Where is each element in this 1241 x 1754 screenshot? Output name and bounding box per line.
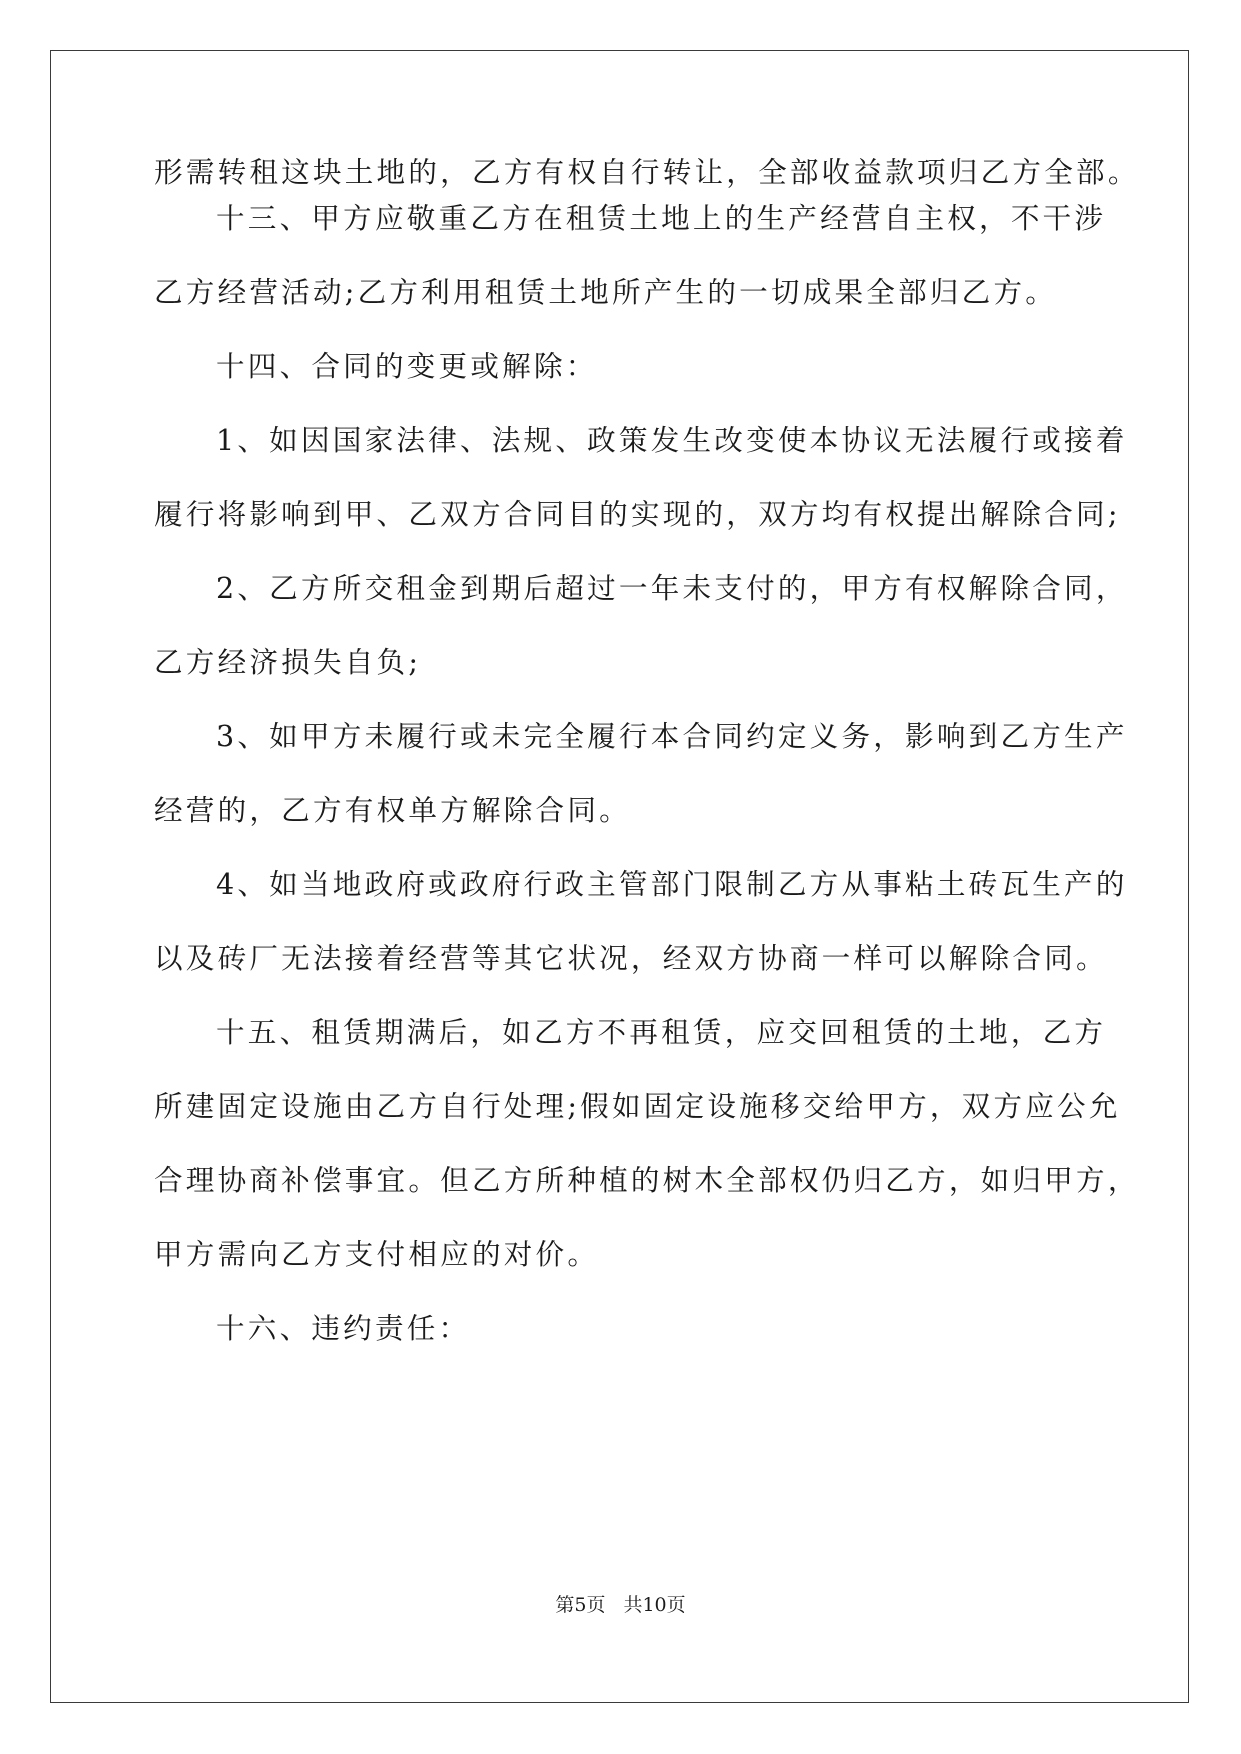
text-line: 乙方经营活动;乙方利用租赁土地所产生的一切成果全部归乙方。 [154,275,1058,309]
text-line: 以及砖厂无法接着经营等其它状况，经双方协商一样可以解除合同。 [154,941,1108,975]
page-footer [0,1593,1241,1617]
text-line: 1、如因国家法律、法规、政策发生改变使本协议无法履行或接着 [216,423,1128,457]
page-total: 共10页 [623,1594,686,1616]
text-line: 履行将影响到甲、乙双方合同目的实现的，双方均有权提出解除合同; [154,497,1121,531]
text-line: 所建固定设施由乙方自行处理;假如固定设施移交给甲方，双方应公允 [154,1089,1121,1123]
text-line: 甲方需向乙方支付相应的对价。 [154,1237,600,1271]
text-line: 合理协商补偿事宜。但乙方所种植的树木全部权仍归乙方，如归甲方， [154,1163,1140,1197]
text-line: 十五、租赁期满后，如乙方不再租赁，应交回租赁的土地，乙方 [216,1015,1107,1049]
text-line: 乙方经济损失自负; [154,645,422,679]
section-heading: 十六、违约责任： [216,1311,471,1345]
text-line: 十三、甲方应敬重乙方在租赁土地上的生产经营自主权，不干涉 [216,201,1107,235]
text-line: 4、如当地政府或政府行政主管部门限制乙方从事粘土砖瓦生产的 [216,867,1128,901]
text-line: 2、乙方所交租金到期后超过一年未支付的，甲方有权解除合同， [216,571,1128,605]
page-number: 第5页 [555,1594,606,1616]
text-line: 3、如甲方未履行或未完全履行本合同约定义务，影响到乙方生产 [216,719,1128,753]
section-heading: 十四、合同的变更或解除： [216,349,598,383]
text-line: 形需转租这块土地的，乙方有权自行转让，全部收益款项归乙方全部。 [154,155,1140,189]
text-line: 经营的，乙方有权单方解除合同。 [154,793,631,827]
